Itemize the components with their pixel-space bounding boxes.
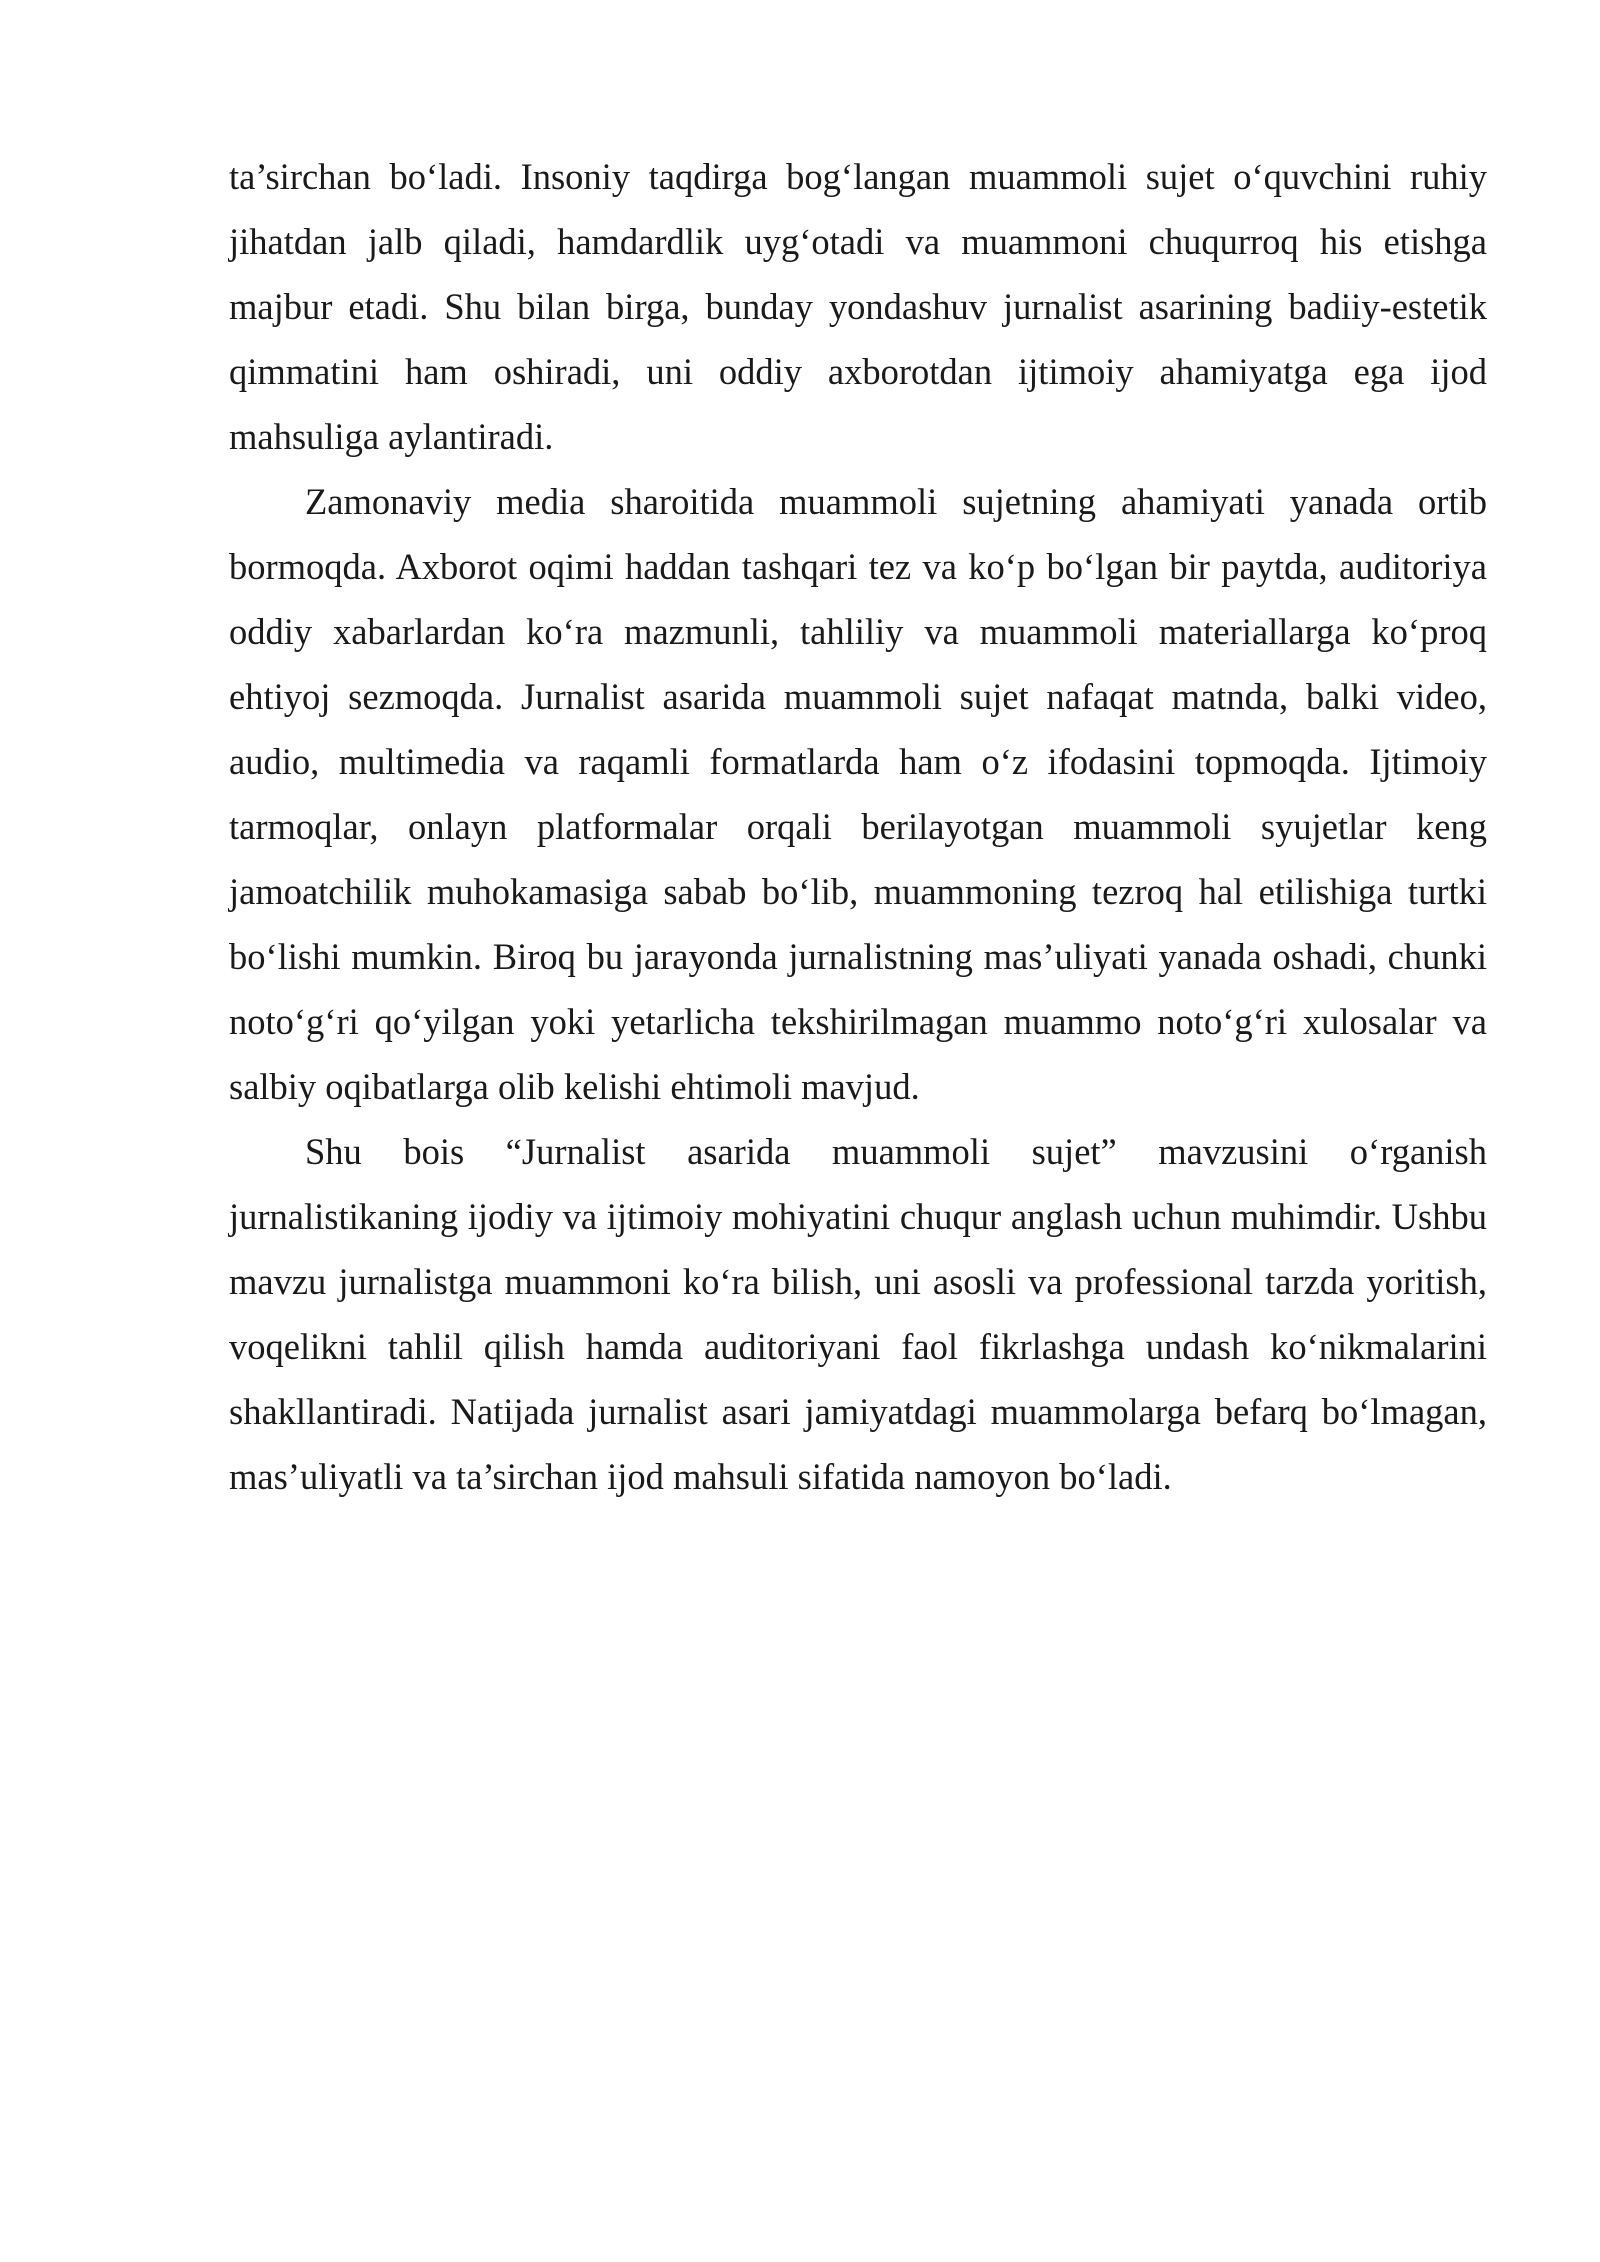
document-body	[229, 144, 1487, 1509]
paragraph-modern-media: Zamonaviy media sharoitida muammoli sujetning ahamiyati yanada ortib bormoqda. Axborot oqimi haddan tashqari tez va ko‘p bo‘lgan bir paytda, auditoriya oddiy xabarlardan ko‘ra mazmunli, tahliliy va muammoli materiallarga ko‘proq ehtiyoj sezmoqda. Jurnalist asarida muammoli sujet nafaqat matnda, balki video, audio, multimedia va raqamli formatlarda ham o‘z ifodasini topmoqda. Ijtimoiy tarmoqlar, onlayn platformalar orqali berilayotgan muammoli syujetlar keng jamoatchilik muhokamasiga sabab bo‘lib, muammoning tezroq hal etilishiga turtki bo‘lishi mumkin. Biroq bu jarayonda jurnalistning mas’uliyati yanada oshadi, chunki noto‘g‘ri qo‘yilgan yoki yetarlicha tekshirilmagan muammo noto‘g‘ri xulosalar va salbiy oqibatlarga olib kelishi ehtimoli mavjud.	[229, 481, 1487, 1107]
paragraph-conclusion: Shu bois “Jurnalist asarida muammoli sujet” mavzusini o‘rganish jurnalistikaning ijodiy va ijtimoiy mohiyatini chuqur anglash uchun muhimdir. Ushbu mavzu jurnalistga muammoni ko‘ra bilish, uni asosli va professional tarzda yoritish, voqelikni tahlil qilish hamda auditoriyani faol fikrlashga undash ko‘nikmalarini shakllantiradi. Natijada jurnalist asari jamiyatdagi muammolarga befarq bo‘lmagan, mas’uliyatli va ta’sirchan ijod mahsuli sifatida namoyon bo‘ladi.	[229, 1131, 1487, 1497]
paragraph-continuation: ta’sirchan bo‘ladi. Insoniy taqdirga bog‘langan muammoli sujet o‘quvchini ruhiy jihatdan jalb qiladi, hamdardlik uyg‘otadi va muammoni chuqurroq his etishga majbur etadi. Shu bilan birga, bunday yondashuv jurnalist asarining badiiy-estetik qimmatini ham oshiradi, uni oddiy axborotdan ijtimoiy ahamiyatga ega ijod mahsuliga aylantiradi.	[229, 156, 1487, 457]
